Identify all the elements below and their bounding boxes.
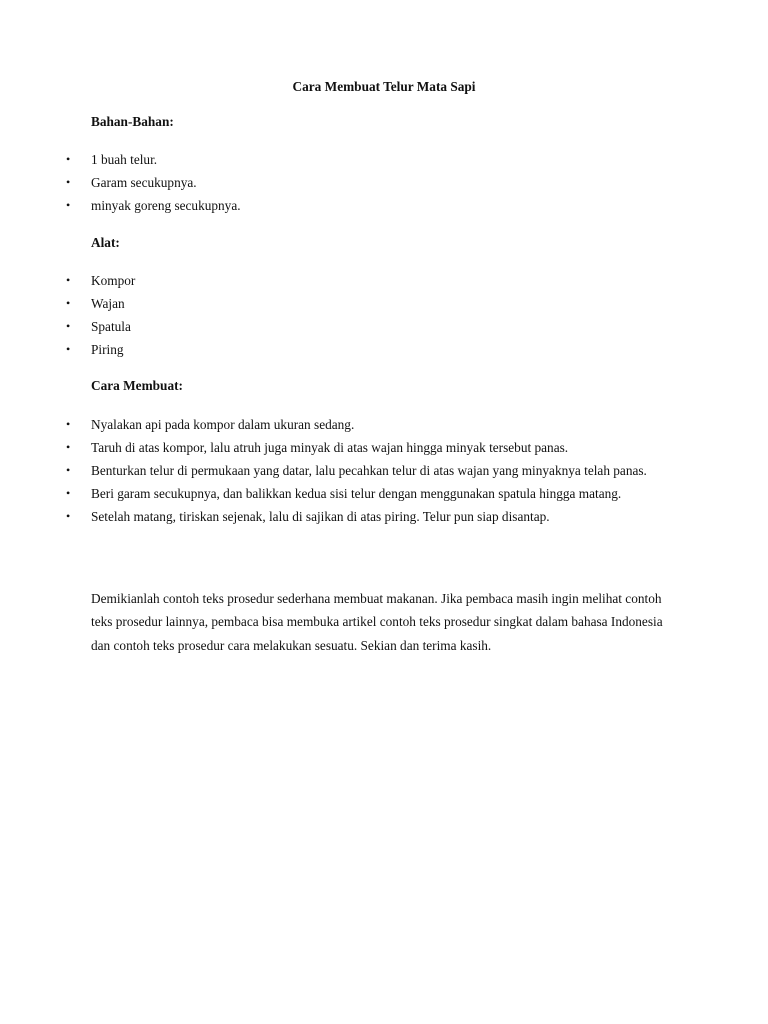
list-item: • Kompor [0,269,768,292]
list-item: • Taruh di atas kompor, lalu atruh juga minyak di atas wajan hingga minyak tersebut panas. [0,436,768,459]
list-item: • Nyalakan api pada kompor dalam ukuran sedang. [0,413,768,436]
bullet-icon: • [66,273,71,287]
bullet-icon: • [66,463,71,477]
bullet-icon: • [66,198,71,212]
list-item: • Garam secukupnya. [0,171,768,194]
bullet-icon: • [66,486,71,500]
list-item: • Setelah matang, tiriskan sejenak, lalu di sajikan di atas piring. Telur pun siap disantap. [0,505,768,528]
closing-paragraph: Demikianlah contoh teks prosedur sederhana membuat makanan. Jika pembaca masih ingin melihat contoh teks prosedur lainnya, pembaca bisa membuka artikel contoh teks prosedur singkat dalam bahasa Indonesia dan contoh teks prosedur cara melakukan sesuatu. Sekian dan terima kasih. [91,591,663,653]
section-heading-bahan: Bahan-Bahan: [91,114,174,129]
list-item: • Piring [0,338,768,361]
bullet-icon: • [66,440,71,454]
list-alat [0,269,768,361]
list-item: • minyak goreng secukupnya. [0,194,768,217]
list-item: • Spatula [0,315,768,338]
bullet-icon: • [66,175,71,189]
list-item: • 1 buah telur. [0,148,768,171]
section-heading-cara: Cara Membuat: [91,378,183,393]
list-item: • Benturkan telur di permukaan yang datar, lalu pecahkan telur di atas wajan yang minyaknya telah panas. [0,459,768,482]
bullet-icon: • [66,342,71,356]
bullet-icon: • [66,509,71,523]
list-item: • Wajan [0,292,768,315]
bullet-icon: • [66,417,71,431]
bullet-icon: • [66,152,71,166]
bullet-icon: • [66,296,71,310]
bullet-icon: • [66,319,71,333]
list-item: • Beri garam secukupnya, dan balikkan kedua sisi telur dengan menggunakan spatula hingga matang. [0,482,768,505]
list-cara [0,413,768,528]
document-title: Cara Membuat Telur Mata Sapi [292,79,476,94]
section-heading-alat: Alat: [91,235,120,250]
list-bahan [0,148,768,217]
